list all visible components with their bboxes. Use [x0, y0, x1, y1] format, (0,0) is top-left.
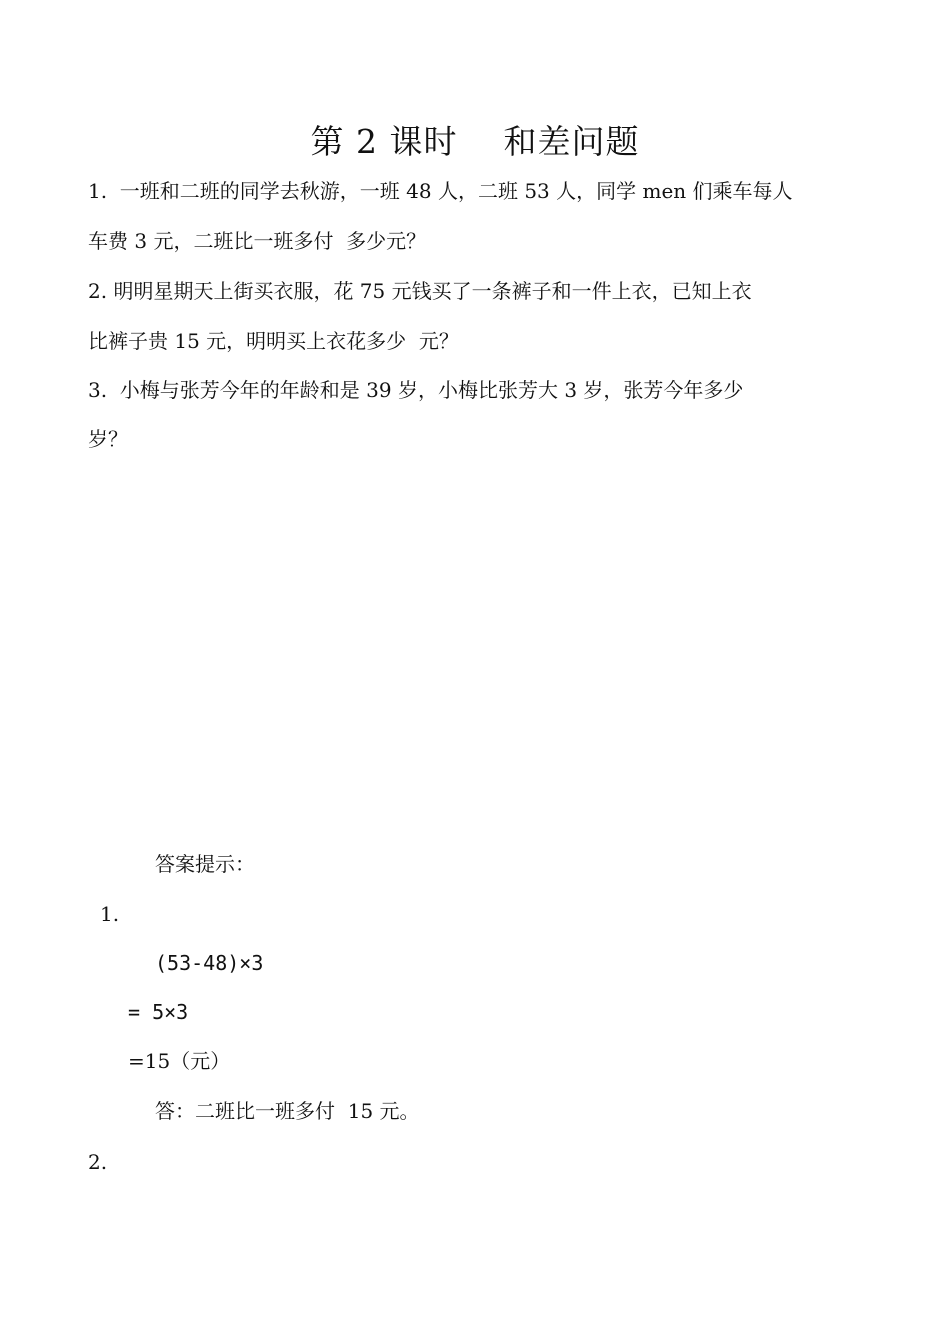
question-1-line-1: 1. 一班和二班的同学去秋游，一班 48 人，二班 53 人，同学 men 们乘车每人 [88, 179, 793, 203]
answer-1-step-3: =15（元） [128, 1049, 231, 1073]
page-title: 第 2 课时 和差问题 [310, 122, 640, 161]
question-2-line-1: 2. 明明星期天上街买衣服，花 75 元钱买了一条裤子和一件上衣，已知上衣 [88, 279, 752, 303]
question-2-line-2: 比裤子贵 15 元，明明买上衣花多少 元？ [88, 329, 459, 353]
question-3-line-1: 3. 小梅与张芳今年的年龄和是 39 岁，小梅比张芳大 3 岁，张芳今年多少 [88, 378, 744, 402]
answer-1-step-1: (53-48)×3 [155, 951, 264, 975]
answer-2-number: 2. [88, 1150, 108, 1174]
question-1-line-2: 车费 3 元，二班比一班多付 多少元？ [88, 229, 427, 253]
answer-1-conclusion: 答：二班比一班多付 15 元。 [155, 1099, 420, 1123]
question-3-line-2: 岁？ [88, 427, 128, 451]
answer-1-step-2: = 5×3 [128, 1000, 189, 1024]
answers-heading: 答案提示： [155, 852, 255, 876]
answer-1-number: 1. [100, 902, 120, 926]
